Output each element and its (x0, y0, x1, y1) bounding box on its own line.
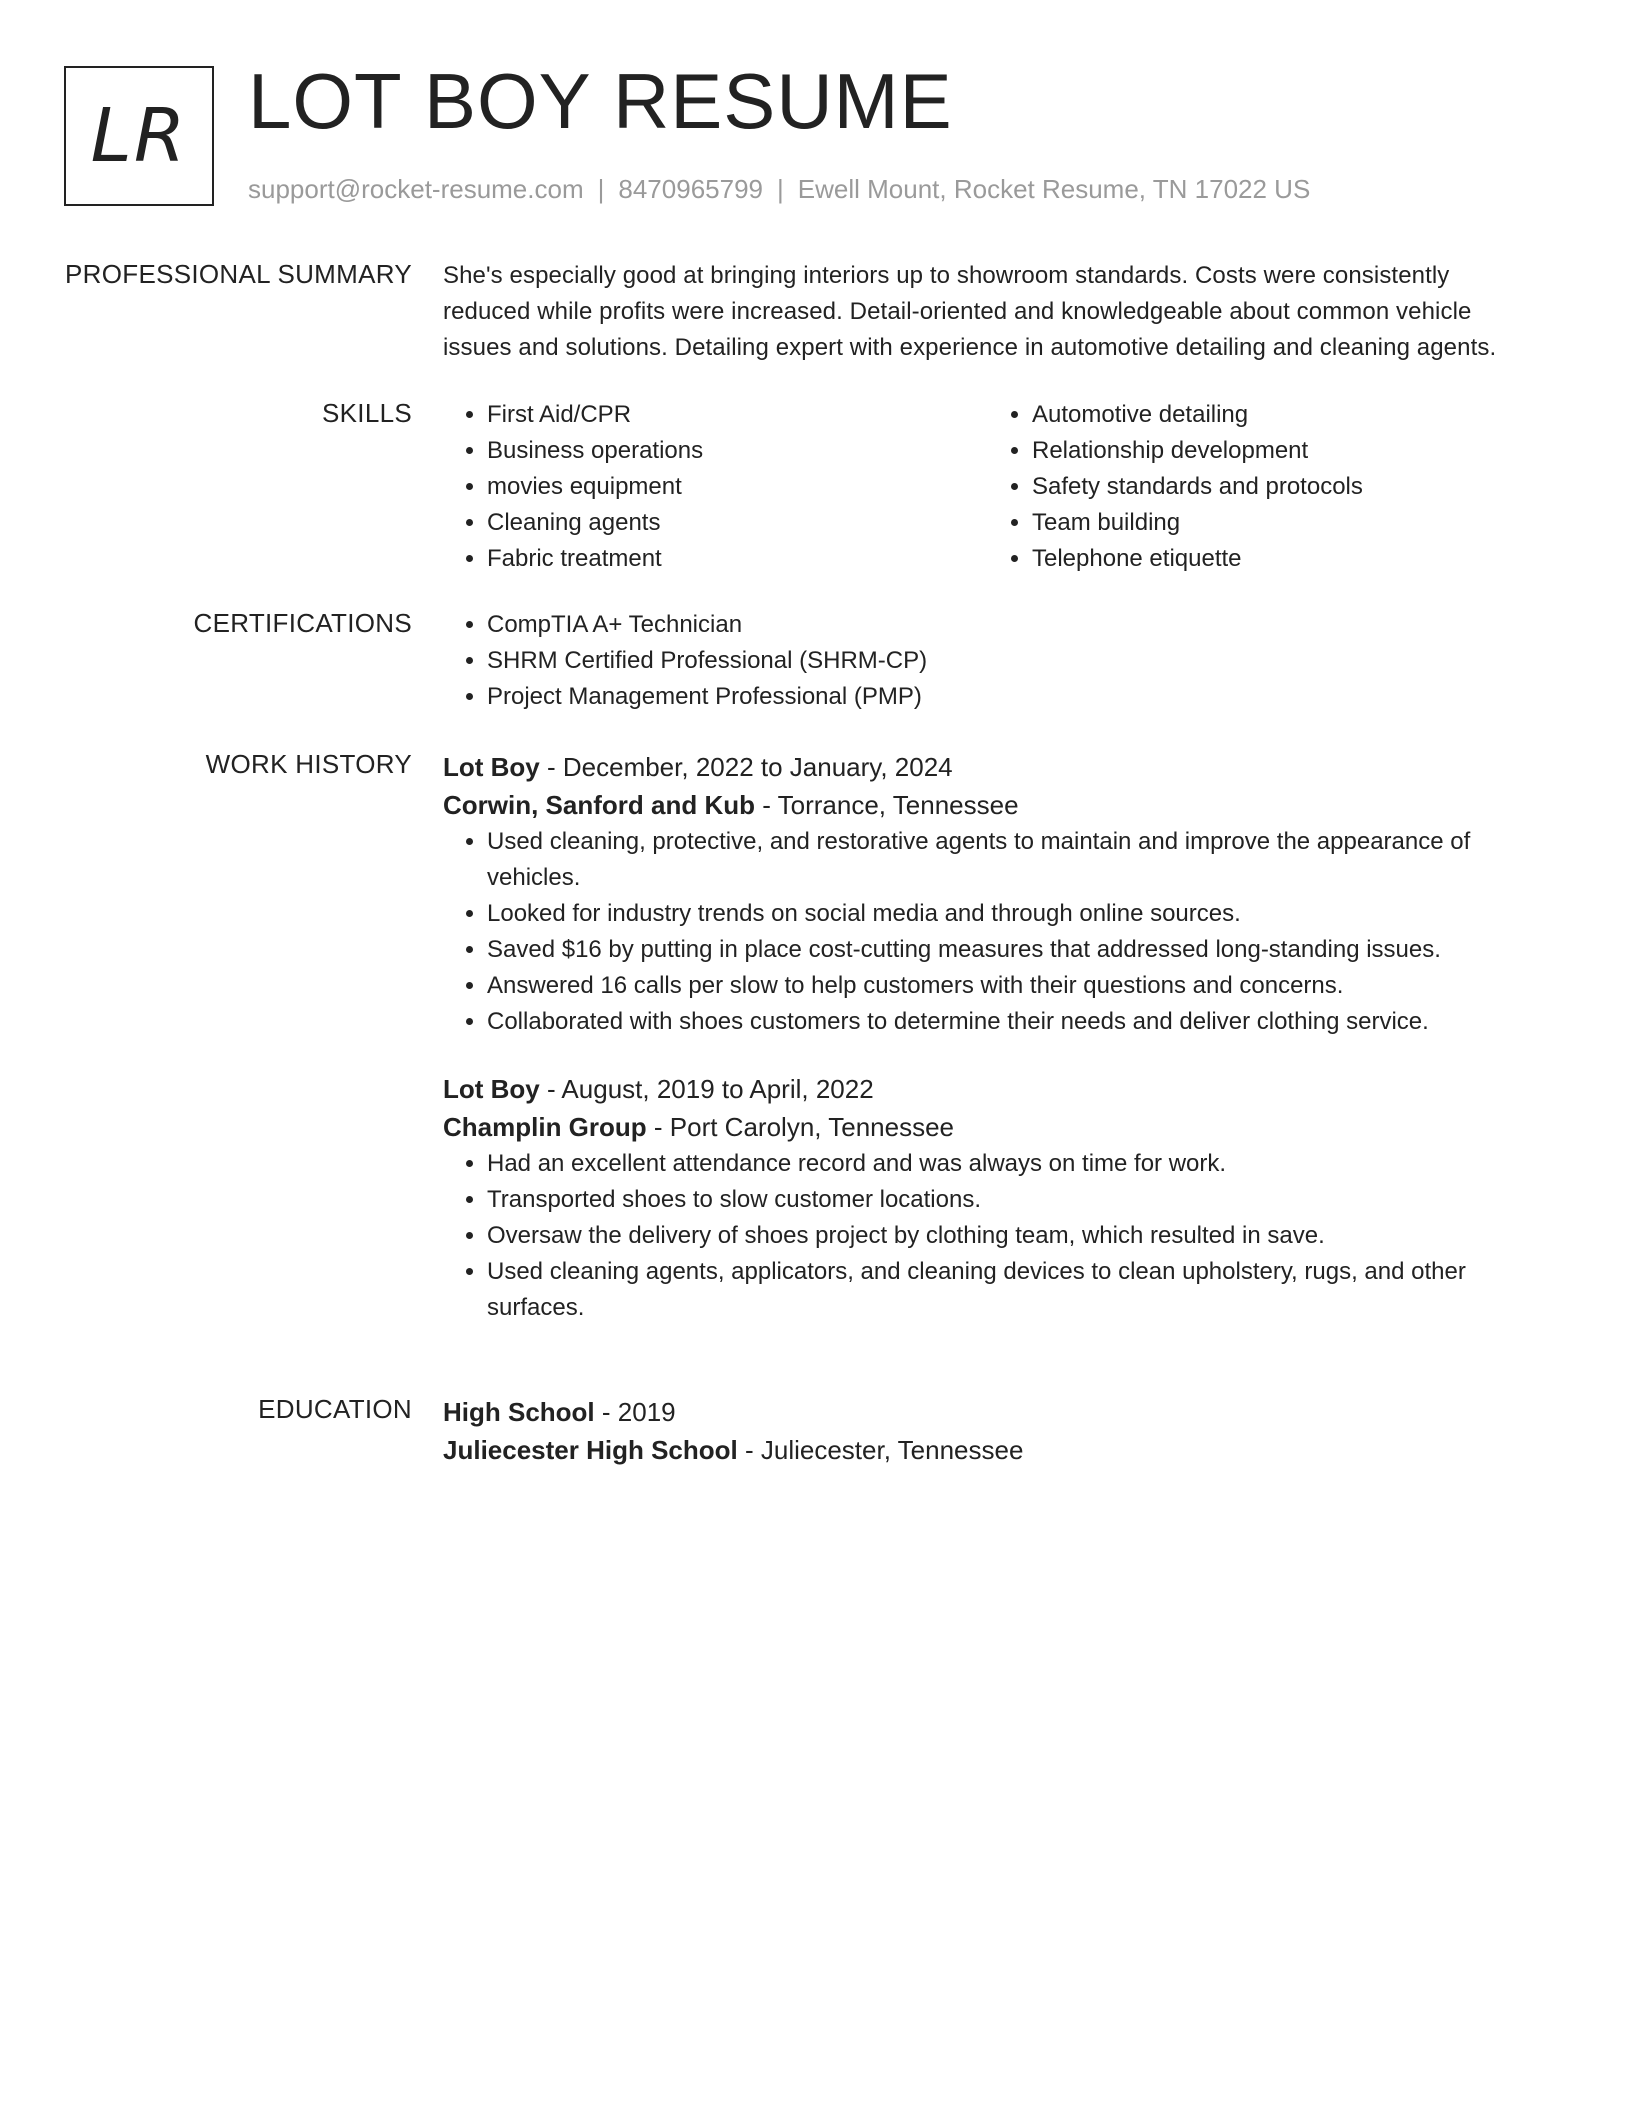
skills-heading: SKILLS (322, 398, 412, 428)
job-company: Champlin Group (443, 1112, 647, 1142)
contact-email[interactable]: support@rocket-resume.com (248, 174, 584, 204)
certification-item: • CompTIA A+ Technician (487, 607, 1523, 643)
education-year: - 2019 (594, 1397, 676, 1427)
monogram-initials: LR (90, 93, 188, 179)
skills-body (443, 397, 1523, 577)
education-school: Juliecester High School (443, 1435, 738, 1465)
job-entry (443, 748, 1523, 1040)
skills-column-left (443, 397, 988, 577)
skill-item: • Automotive detailing (1032, 397, 1533, 433)
summary-body (443, 258, 1523, 366)
skill-item: • Safety standards and protocols (1032, 469, 1533, 505)
skills-column-right (988, 397, 1533, 577)
job-company-line (443, 786, 1523, 824)
job-dates: - August, 2019 to April, 2022 (539, 1074, 874, 1104)
job-dates: - December, 2022 to January, 2024 (539, 752, 953, 782)
education-school-line (443, 1431, 1523, 1469)
contact-phone[interactable]: 8470965799 (618, 174, 763, 204)
job-duty-item: • Used cleaning agents, applicators, and cleaning devices to clean upholstery, rugs, and other surfaces. (487, 1254, 1523, 1326)
job-title-line (443, 748, 1523, 786)
job-duty-item: • Looked for industry trends on social media and through online sources. (487, 896, 1523, 932)
job-duties-list (443, 1146, 1523, 1326)
education-degree: High School (443, 1397, 595, 1427)
contact-line (248, 174, 1310, 204)
skill-item: • Relationship development (1032, 433, 1533, 469)
job-duty-item: • Oversaw the delivery of shoes project by clothing team, which resulted in save. (487, 1218, 1523, 1254)
skills-columns (443, 397, 1533, 577)
education-heading: EDUCATION (258, 1394, 412, 1424)
job-company: Corwin, Sanford and Kub (443, 790, 755, 820)
skill-item: • Telephone etiquette (1032, 541, 1533, 577)
job-entry (443, 1070, 1523, 1326)
skill-item: • Cleaning agents (487, 505, 988, 541)
job-title: Lot Boy (443, 752, 540, 782)
job-duty-item: • Had an excellent attendance record and was always on time for work. (487, 1146, 1523, 1182)
job-company-line (443, 1108, 1523, 1146)
certifications-heading: CERTIFICATIONS (193, 608, 412, 638)
work-history-body (443, 748, 1523, 1326)
job-location: - Torrance, Tennessee (755, 790, 1019, 820)
education-location: - Juliecester, Tennessee (737, 1435, 1024, 1465)
job-duty-item: • Transported shoes to slow customer locations. (487, 1182, 1523, 1218)
job-title-line (443, 1070, 1523, 1108)
contact-separator: | (777, 174, 784, 204)
skill-item: • Business operations (487, 433, 988, 469)
job-duties-list (443, 824, 1523, 1040)
certification-item: • SHRM Certified Professional (SHRM-CP) (487, 643, 1523, 679)
certifications-body (443, 607, 1523, 715)
work-history-heading: WORK HISTORY (205, 749, 412, 779)
job-location: - Port Carolyn, Tennessee (646, 1112, 955, 1142)
monogram-logo (64, 66, 214, 206)
education-degree-line (443, 1393, 1523, 1431)
job-duty-item: • Used cleaning, protective, and restorative agents to maintain and improve the appearance of vehicles. (487, 824, 1523, 896)
resume-title: LOT BOY RESUME (248, 57, 953, 145)
skills-list-right (988, 397, 1533, 577)
job-title: Lot Boy (443, 1074, 540, 1104)
skill-item: • Team building (1032, 505, 1533, 541)
certification-item: • Project Management Professional (PMP) (487, 679, 1523, 715)
contact-separator: | (597, 174, 605, 204)
contact-address: Ewell Mount, Rocket Resume, TN 17022 US (797, 174, 1311, 204)
skills-list-left (443, 397, 988, 577)
certifications-list (443, 607, 1523, 715)
skill-item: • First Aid/CPR (487, 397, 988, 433)
summary-text: She's especially good at bringing interiors up to showroom standards. Costs were consistently reduced while profits were increased. Detail-oriented and knowledgeable about common vehicle issues and solutions. Detailing expert with experience in automotive detailing and cleaning agents. (443, 262, 1497, 361)
job-duty-item: • Answered 16 calls per slow to help customers with their questions and concerns. (487, 968, 1523, 1004)
skill-item: • Fabric treatment (487, 541, 988, 577)
skill-item: • movies equipment (487, 469, 988, 505)
job-duty-item: • Collaborated with shoes customers to determine their needs and deliver clothing service. (487, 1004, 1523, 1040)
job-duty-item: • Saved $16 by putting in place cost-cutting measures that addressed long-standing issues. (487, 932, 1523, 968)
summary-heading: PROFESSIONAL SUMMARY (65, 259, 412, 289)
education-body (443, 1393, 1523, 1469)
